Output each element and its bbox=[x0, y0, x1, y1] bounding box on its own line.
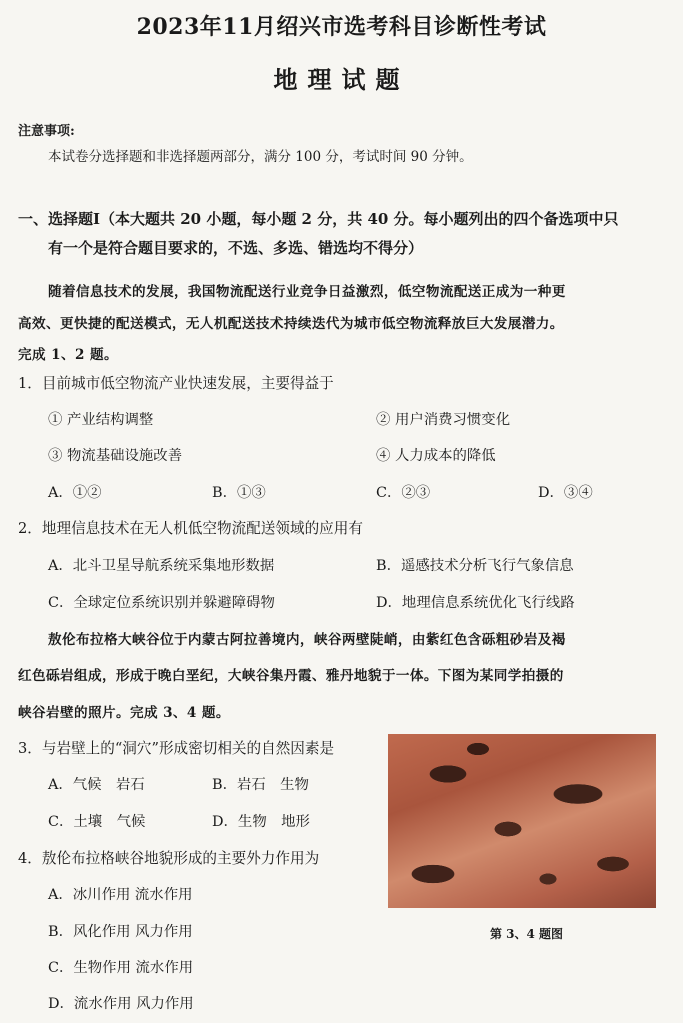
q1-item-2: ② 用户消费习惯变化 bbox=[376, 412, 511, 428]
passage2-line2: 红色砾岩组成，形成于晚白垩纪，大峡谷集丹霞、雅丹地貌于一体。下图为某同学拍摄的 bbox=[18, 668, 564, 684]
q4-choice-d: D．流水作用 风力作用 bbox=[48, 996, 194, 1012]
section-heading-line2: 有一个是符合题目要求的，不选、多选、错选均不得分） bbox=[48, 239, 424, 257]
q4-choice-b: B．风化作用 风力作用 bbox=[48, 924, 193, 940]
q1-item-3: ③ 物流基础设施改善 bbox=[48, 448, 183, 464]
q3-choice-d: D．生物 地形 bbox=[212, 814, 310, 830]
q1-choice-d: D．③④ bbox=[538, 485, 593, 501]
q2-choice-a: A．北斗卫星导航系统采集地形数据 bbox=[48, 558, 275, 574]
notice-heading: 注意事项: bbox=[18, 124, 75, 139]
exam-subtitle: 地理试题 bbox=[273, 65, 410, 94]
passage1-line3: 完成 1、2 题。 bbox=[18, 347, 118, 363]
passage2-line1: 敖伦布拉格大峡谷位于内蒙古阿拉善境内，峡谷两壁陡峭，由紫红色含砾粗砂岩及褐 bbox=[48, 632, 566, 648]
section-heading-line1: 一、选择题Ⅰ（本大题共 20 小题，每小题 2 分，共 40 分。每小题列出的四个备选项中只 bbox=[18, 210, 619, 228]
q3-choice-a: A．气候 岩石 bbox=[48, 777, 145, 793]
notice-body: 本试卷分选择题和非选择题两部分，满分 100 分，考试时间 90 分钟。 bbox=[48, 149, 473, 165]
q2-choice-d: D．地理信息系统优化飞行线路 bbox=[376, 595, 575, 611]
figure-caption: 第 3、4 题图 bbox=[490, 927, 564, 941]
q2-stem: 2．地理信息技术在无人机低空物流配送领域的应用有 bbox=[18, 520, 363, 537]
passage2-line3: 峡谷岩壁的照片。完成 3、4 题。 bbox=[18, 705, 230, 721]
q1-choice-b: B．①③ bbox=[212, 485, 266, 501]
exam-title: 2023年11月绍兴市选考科目诊断性考试 bbox=[136, 14, 547, 40]
q4-choice-a: A．冰川作用 流水作用 bbox=[48, 887, 193, 903]
canyon-rock-photo bbox=[388, 734, 656, 908]
q3-choice-c: C．土壤 气候 bbox=[48, 814, 146, 830]
q3-stem: 3．与岩壁上的“洞穴”形成密切相关的自然因素是 bbox=[18, 740, 335, 757]
q1-choice-a: A．①② bbox=[48, 485, 102, 501]
q2-choice-b: B．遥感技术分析飞行气象信息 bbox=[376, 558, 574, 574]
passage1-line2: 高效、更快捷的配送模式，无人机配送技术持续迭代为城市低空物流释放巨大发展潜力。 bbox=[18, 316, 564, 332]
passage1-line1: 随着信息技术的发展，我国物流配送行业竞争日益激烈，低空物流配送正成为一种更 bbox=[48, 284, 566, 300]
q1-item-1: ① 产业结构调整 bbox=[48, 412, 154, 428]
q3-choice-b: B．岩石 生物 bbox=[212, 777, 309, 793]
q4-stem: 4．敖伦布拉格峡谷地貌形成的主要外力作用为 bbox=[18, 850, 320, 867]
q1-item-4: ④ 人力成本的降低 bbox=[376, 448, 496, 464]
q2-choice-c: C．全球定位系统识别并躲避障碍物 bbox=[48, 595, 275, 611]
q1-stem: 1．目前城市低空物流产业快速发展，主要得益于 bbox=[18, 375, 334, 392]
q1-choice-c: C．②③ bbox=[376, 485, 431, 501]
q4-choice-c: C．生物作用 流水作用 bbox=[48, 960, 194, 976]
